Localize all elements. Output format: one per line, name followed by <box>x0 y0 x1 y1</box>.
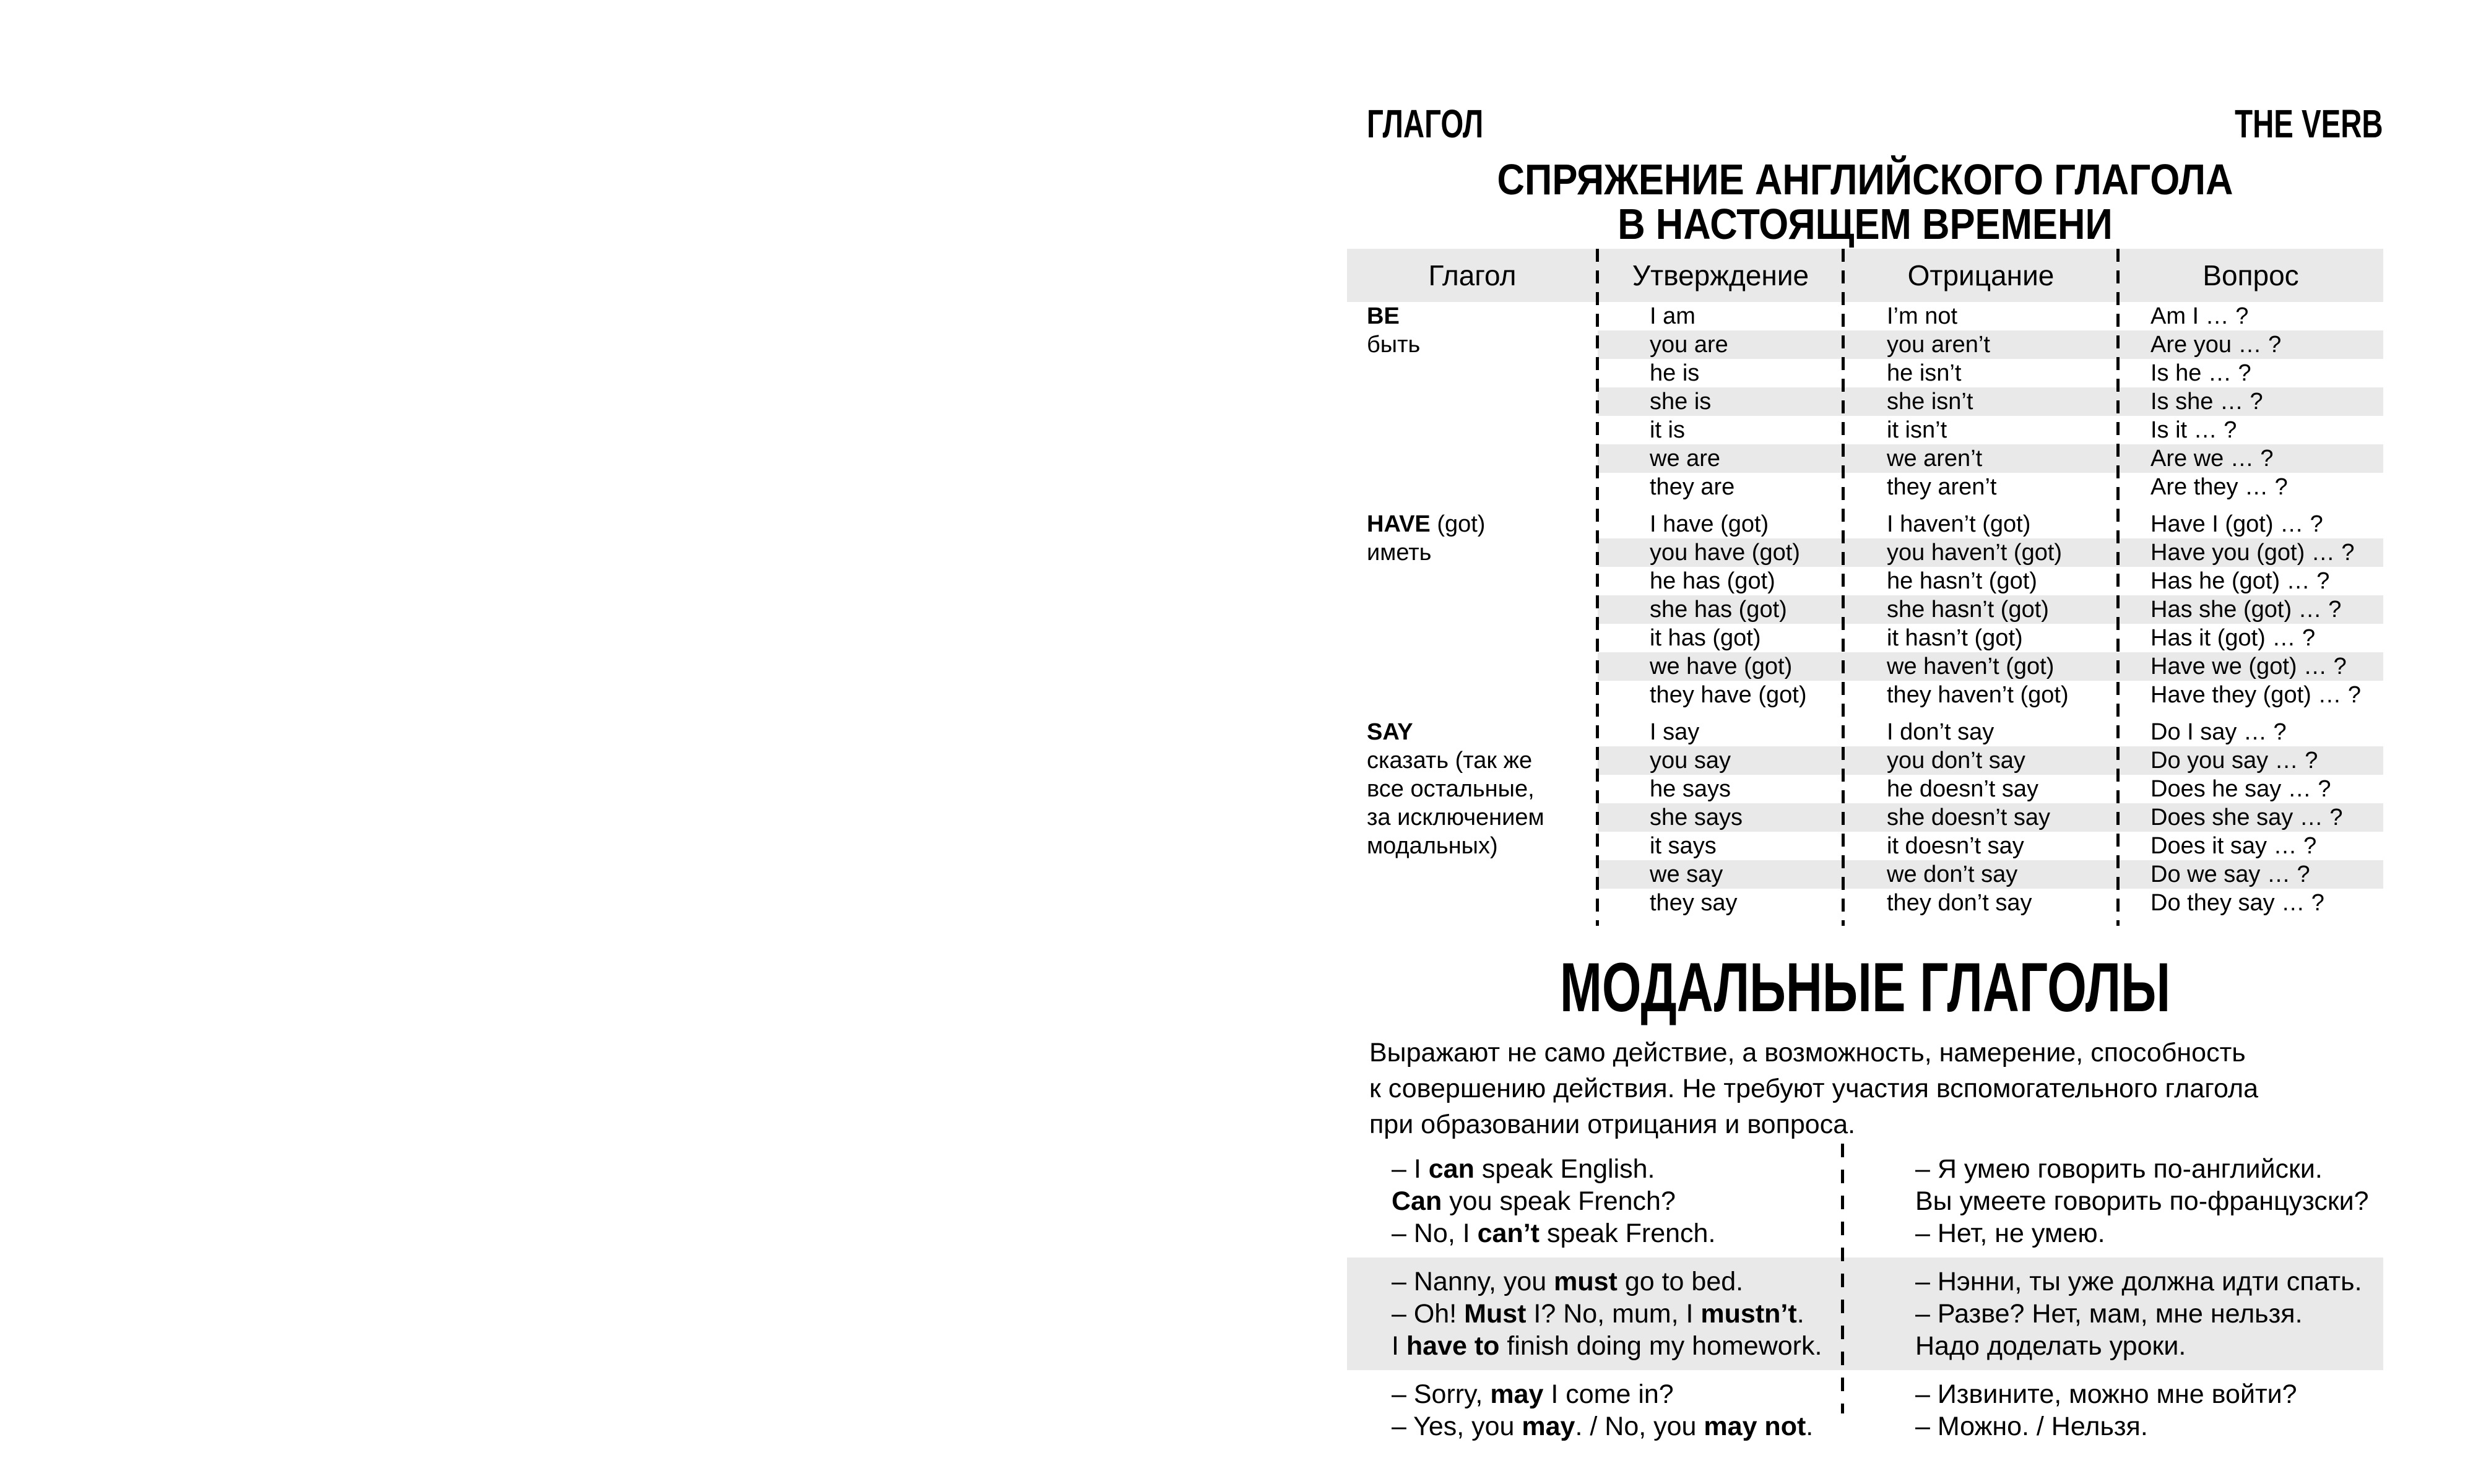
verb-label-cell <box>1347 718 1598 917</box>
conjugation-cell: Have you (got) … ? <box>2118 538 2383 567</box>
intro-line: к совершению действия. Не требуют участия вспомогательного глагола <box>1369 1074 2258 1103</box>
text: – Можно. / Нельзя. <box>1915 1412 2148 1441</box>
conjugation-cell: Are they … ? <box>2150 474 2288 500</box>
conjugation-cell: we don’t say <box>1843 860 2118 889</box>
text: – Я умею говорить по-английски. <box>1915 1154 2323 1184</box>
example-english-line <box>1392 1298 1842 1330</box>
verb-translation-line: за исключением <box>1367 805 1544 830</box>
column-header-4: Вопрос <box>2202 259 2299 291</box>
verb-name-line <box>1367 510 1598 538</box>
page-content <box>1347 0 2383 1484</box>
conjugation-cell: they don’t say <box>1887 890 2032 916</box>
example-russian-column <box>1842 1153 2383 1249</box>
conjugation-table <box>1347 249 2383 917</box>
conjugation-cell: Has it (got) … ? <box>2150 625 2316 651</box>
conjugation-cell: Are you … ? <box>2118 330 2383 359</box>
conjugation-cell: Is she … ? <box>2118 387 2383 416</box>
text: Вы умеете говорить по-французски? <box>1915 1186 2369 1216</box>
bold-text: may <box>1490 1379 1544 1409</box>
conjugation-cell: it is <box>1650 417 1685 443</box>
conjugation-cell: you don’t say <box>1843 746 2118 775</box>
conjugation-cell: they haven’t (got) <box>1887 682 2069 708</box>
conjugation-cell: Does it say … ? <box>2150 833 2317 859</box>
bold-text: may not <box>1704 1412 1806 1441</box>
text: finish doing my homework. <box>1499 1331 1822 1361</box>
example-russian-line <box>1915 1217 2383 1249</box>
text: – Oh! <box>1392 1299 1465 1329</box>
example-block-1 <box>1347 1145 2383 1258</box>
text: I come in? <box>1543 1379 1674 1409</box>
conjugation-cell: we haven’t (got) <box>1843 652 2118 681</box>
verb-name-line <box>1367 302 1598 330</box>
conjugation-cell: I am <box>1650 303 1696 329</box>
conjugation-cell: he says <box>1650 776 1731 802</box>
text: – Nanny, you <box>1392 1267 1554 1296</box>
masthead <box>1347 101 2383 146</box>
examples-divider-dashed <box>1841 1144 1844 1413</box>
conjugation-cell: Has he (got) … ? <box>2150 568 2330 594</box>
text: . <box>1796 1299 1804 1329</box>
modal-verbs-title: МОДАЛЬНЫЕ ГЛАГОЛЫ <box>1559 949 2171 1026</box>
example-block-2 <box>1347 1258 2383 1370</box>
bold-text: mustn’t <box>1700 1299 1797 1329</box>
example-russian-line <box>1915 1330 2383 1362</box>
verb-label-cell <box>1347 302 1598 501</box>
conjugation-cell: Does he say … ? <box>2150 776 2331 802</box>
conjugation-table-header <box>1347 249 2383 302</box>
conjugation-cell: Do they say … ? <box>2150 890 2324 916</box>
example-english-line <box>1392 1153 1842 1185</box>
masthead-russian-label: ГЛАГОЛ <box>1367 101 1484 146</box>
text: – Yes, you <box>1392 1412 1522 1441</box>
conjugation-cell: she is <box>1598 387 1843 416</box>
page-title-line-2: В НАСТОЯЩЕМ ВРЕМЕНИ <box>1618 200 2113 248</box>
conjugation-cell: Do I say … ? <box>2150 719 2287 745</box>
conjugation-cell: they say <box>1650 890 1738 916</box>
verb-name: HAVE <box>1367 511 1431 537</box>
conjugation-cell: Do we say … ? <box>2118 860 2383 889</box>
example-russian-line <box>1915 1298 2383 1330</box>
conjugation-cell: he has (got) <box>1650 568 1775 594</box>
text: – Sorry, <box>1392 1379 1491 1409</box>
conjugation-cell: Have they (got) … ? <box>2150 682 2362 708</box>
conjugation-cell: I haven’t (got) <box>1887 511 2031 537</box>
conjugation-cell: it has (got) <box>1650 625 1761 651</box>
column-divider-dashed-3 <box>2116 249 2120 926</box>
conjugation-cell: I say <box>1650 719 1700 745</box>
text: – Извините, можно мне войти? <box>1915 1379 2297 1409</box>
column-divider-dashed-1 <box>1596 249 1599 926</box>
page-title <box>1409 157 2321 246</box>
conjugation-cell: she says <box>1598 803 1843 832</box>
conjugation-cell: Is it … ? <box>2150 417 2237 443</box>
conjugation-cell: it isn’t <box>1887 417 1947 443</box>
conjugation-cell: I have (got) <box>1650 511 1769 537</box>
verb-name: BE <box>1367 303 1400 329</box>
text: – Нет, не умею. <box>1915 1219 2105 1248</box>
masthead-english-label: THE VERB <box>2235 101 2383 146</box>
modal-verbs-examples <box>1347 1145 2383 1451</box>
conjugation-cell: Do you say … ? <box>2118 746 2383 775</box>
verb-translation-line: все остальные, <box>1367 776 1535 802</box>
text: Надо доделать уроки. <box>1915 1331 2186 1361</box>
text: you speak French? <box>1442 1186 1676 1216</box>
intro-line: при образовании отрицания и вопроса. <box>1369 1110 1856 1139</box>
example-english-line <box>1392 1410 1842 1443</box>
conjugation-cell: you are <box>1598 330 1843 359</box>
bold-text: can <box>1428 1154 1475 1184</box>
text: speak English. <box>1474 1154 1655 1184</box>
example-english-line <box>1392 1217 1842 1249</box>
example-russian-line <box>1915 1378 2383 1410</box>
example-english-line <box>1392 1330 1842 1362</box>
text: . <box>1806 1412 1814 1441</box>
conjugation-cell: he hasn’t (got) <box>1887 568 2037 594</box>
conjugation-cell: you aren’t <box>1843 330 2118 359</box>
verb-label-cell <box>1347 510 1598 709</box>
bold-text: have to <box>1406 1331 1500 1361</box>
conjugation-cell: I don’t say <box>1887 719 1994 745</box>
page-title-line-1: СПРЯЖЕНИЕ АНГЛИЙСКОГО ГЛАГОЛА <box>1497 155 2233 204</box>
verb-name: SAY <box>1367 719 1413 745</box>
verb-translation-line: сказать (так же <box>1367 748 1533 774</box>
column-header-3: Отрицание <box>1907 259 2055 291</box>
example-russian-line <box>1915 1185 2383 1217</box>
intro-line: Выражают не само действие, а возможность, намерение, способность <box>1369 1038 2246 1068</box>
bold-text: Must <box>1464 1299 1527 1329</box>
example-english-column <box>1347 1378 1842 1443</box>
conjugation-cell: it doesn’t say <box>1887 833 2024 859</box>
conjugation-cell: they aren’t <box>1887 474 1997 500</box>
text: – Нэнни, ты уже должна идти спать. <box>1915 1267 2362 1296</box>
modal-verbs-intro <box>1369 1035 2258 1142</box>
column-header-1: Глагол <box>1428 259 1517 291</box>
conjugation-cell: we are <box>1598 444 1843 473</box>
verb-translation-line: модальных) <box>1367 833 1498 859</box>
verb-translation-line: быть <box>1367 332 1421 358</box>
verb-section-be <box>1347 302 2383 501</box>
example-english-column <box>1347 1153 1842 1249</box>
conjugation-cell: we say <box>1598 860 1843 889</box>
verb-name-line <box>1367 718 1598 746</box>
column-divider-dashed-2 <box>1842 249 1845 926</box>
verb-section-have <box>1347 510 2383 709</box>
conjugation-cell: it hasn’t (got) <box>1887 625 2023 651</box>
conjugation-cell: Have I (got) … ? <box>2150 511 2323 537</box>
column-header-2: Утверждение <box>1632 259 1809 291</box>
conjugation-cell: he is <box>1650 360 1700 386</box>
conjugation-cell: they are <box>1650 474 1735 500</box>
bold-text: can’t <box>1477 1219 1540 1248</box>
conjugation-cell: Has she (got) … ? <box>2118 595 2383 624</box>
verb-section-say <box>1347 718 2383 917</box>
conjugation-cell: Is he … ? <box>2150 360 2251 386</box>
conjugation-table-body <box>1347 302 2383 917</box>
conjugation-cell: I’m not <box>1887 303 1958 329</box>
conjugation-cell: he isn’t <box>1887 360 1962 386</box>
bold-text: may <box>1522 1412 1575 1441</box>
example-russian-column <box>1842 1378 2383 1443</box>
conjugation-cell: Are we … ? <box>2118 444 2383 473</box>
conjugation-cell: she isn’t <box>1843 387 2118 416</box>
example-russian-column <box>1842 1266 2383 1362</box>
conjugation-cell: she hasn’t (got) <box>1843 595 2118 624</box>
text: – Разве? Нет, мам, мне нельзя. <box>1915 1299 2303 1329</box>
example-russian-line <box>1915 1266 2383 1298</box>
example-block-3 <box>1347 1370 2383 1451</box>
conjugation-cell: you have (got) <box>1598 538 1843 567</box>
conjugation-cell: they have (got) <box>1650 682 1807 708</box>
text: – No, I <box>1392 1219 1478 1248</box>
example-english-column <box>1347 1266 1842 1362</box>
example-russian-line <box>1915 1153 2383 1185</box>
text: I? No, mum, I <box>1526 1299 1701 1329</box>
example-english-line <box>1392 1185 1842 1217</box>
conjugation-cell: Does she say … ? <box>2118 803 2383 832</box>
text: speak French. <box>1540 1219 1716 1248</box>
conjugation-cell: it says <box>1650 833 1717 859</box>
conjugation-cell: we have (got) <box>1598 652 1843 681</box>
conjugation-cell: she has (got) <box>1598 595 1843 624</box>
text: . / No, you <box>1575 1412 1704 1441</box>
conjugation-cell: Have we (got) … ? <box>2118 652 2383 681</box>
example-russian-line <box>1915 1410 2383 1443</box>
text: go to bed. <box>1617 1267 1744 1296</box>
conjugation-cell: you haven’t (got) <box>1843 538 2118 567</box>
conjugation-cell: we aren’t <box>1843 444 2118 473</box>
verb-note: (got) <box>1430 511 1486 537</box>
verb-translation-line: иметь <box>1367 540 1432 566</box>
example-english-line <box>1392 1378 1842 1410</box>
text: – I <box>1392 1154 1429 1184</box>
conjugation-cell: she doesn’t say <box>1843 803 2118 832</box>
bold-text: Can <box>1392 1186 1442 1216</box>
conjugation-cell: you say <box>1598 746 1843 775</box>
example-english-line <box>1392 1266 1842 1298</box>
conjugation-cell: Am I … ? <box>2150 303 2249 329</box>
bold-text: must <box>1554 1267 1618 1296</box>
text: I <box>1392 1331 1406 1361</box>
conjugation-cell: he doesn’t say <box>1887 776 2039 802</box>
